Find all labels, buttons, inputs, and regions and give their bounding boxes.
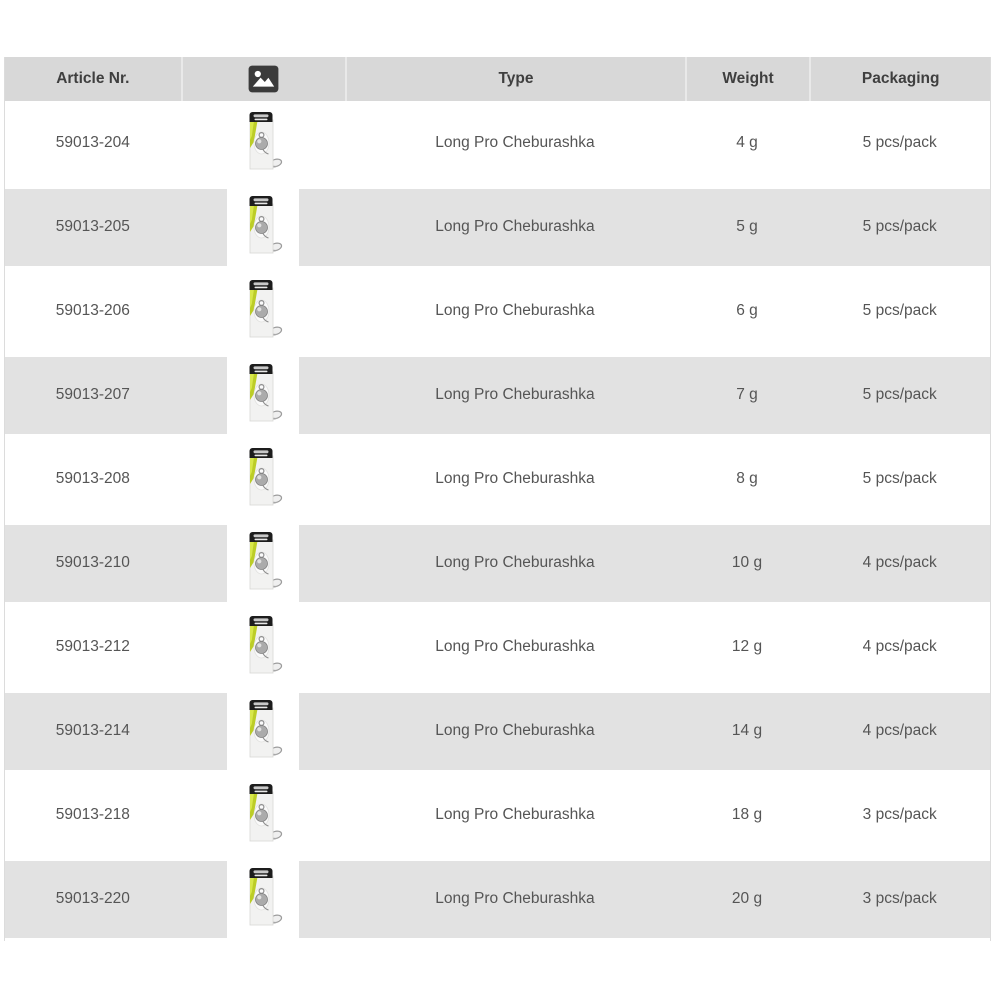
product-table <box>4 57 991 941</box>
product-type: Long Pro Cheburashka <box>435 134 595 151</box>
product-thumbnail[interactable] <box>227 776 299 854</box>
article-number: 59013-214 <box>55 722 130 739</box>
product-thumbnail[interactable] <box>227 608 299 686</box>
product-pack-image <box>240 532 286 594</box>
product-pack-image <box>240 280 286 342</box>
article-number: 59013-204 <box>55 134 130 151</box>
table-row <box>5 857 990 941</box>
product-type: Long Pro Cheburashka <box>435 302 595 319</box>
article-number: 59013-205 <box>55 218 130 235</box>
product-weight: 10 g <box>731 554 763 571</box>
table-row <box>5 521 990 605</box>
product-packaging: 5 pcs/pack <box>862 470 937 487</box>
product-packaging: 5 pcs/pack <box>862 302 937 319</box>
product-type: Long Pro Cheburashka <box>435 554 595 571</box>
header-packaging <box>809 57 990 101</box>
product-packaging: 3 pcs/pack <box>862 890 937 907</box>
product-weight: 12 g <box>731 638 763 655</box>
header-packaging-label: Packaging <box>861 70 940 87</box>
article-number: 59013-212 <box>55 638 130 655</box>
product-packaging: 5 pcs/pack <box>862 386 937 403</box>
table-row <box>5 353 990 437</box>
table-row <box>5 773 990 857</box>
product-type: Long Pro Cheburashka <box>435 806 595 823</box>
table-row <box>5 269 990 353</box>
header-weight <box>685 57 810 101</box>
product-pack-image <box>240 616 286 678</box>
table-row <box>5 437 990 521</box>
product-thumbnail[interactable] <box>227 188 299 266</box>
product-thumbnail[interactable] <box>227 440 299 518</box>
product-type: Long Pro Cheburashka <box>435 386 595 403</box>
product-packaging: 5 pcs/pack <box>862 218 937 235</box>
product-thumbnail[interactable] <box>227 356 299 434</box>
product-pack-image <box>240 700 286 762</box>
table-row <box>5 689 990 773</box>
product-thumbnail[interactable] <box>227 272 299 350</box>
product-thumbnail[interactable] <box>227 860 299 938</box>
product-image-cell <box>181 185 346 269</box>
product-packaging: 4 pcs/pack <box>862 554 937 571</box>
image-icon <box>248 65 279 93</box>
product-packaging: 5 pcs/pack <box>862 134 937 151</box>
product-thumbnail[interactable] <box>227 104 299 182</box>
product-type: Long Pro Cheburashka <box>435 470 595 487</box>
article-number: 59013-207 <box>55 386 130 403</box>
product-type: Long Pro Cheburashka <box>435 890 595 907</box>
product-weight: 20 g <box>731 890 763 907</box>
product-pack-image <box>240 448 286 510</box>
product-packaging: 3 pcs/pack <box>862 806 937 823</box>
header-type-label: Type <box>498 70 534 87</box>
product-pack-image <box>240 868 286 930</box>
product-image-cell <box>181 605 346 689</box>
product-image-cell <box>181 857 346 941</box>
product-weight: 6 g <box>736 302 758 319</box>
article-number: 59013-220 <box>55 890 130 907</box>
product-weight: 18 g <box>731 806 763 823</box>
product-image-cell <box>181 689 346 773</box>
article-number: 59013-208 <box>55 470 130 487</box>
product-weight: 7 g <box>736 386 758 403</box>
product-type: Long Pro Cheburashka <box>435 638 595 655</box>
product-thumbnail[interactable] <box>227 692 299 770</box>
header-weight-label: Weight <box>722 70 774 87</box>
product-packaging: 4 pcs/pack <box>862 638 937 655</box>
product-weight: 5 g <box>736 218 758 235</box>
article-number: 59013-210 <box>55 554 130 571</box>
product-weight: 14 g <box>731 722 763 739</box>
header-image <box>181 57 346 101</box>
product-pack-image <box>240 112 286 174</box>
product-pack-image <box>240 784 286 846</box>
product-type: Long Pro Cheburashka <box>435 722 595 739</box>
article-number: 59013-218 <box>55 806 130 823</box>
product-image-cell <box>181 353 346 437</box>
product-image-cell <box>181 269 346 353</box>
product-thumbnail[interactable] <box>227 524 299 602</box>
product-image-cell <box>181 773 346 857</box>
header-article-nr-label: Article Nr. <box>56 70 130 87</box>
product-image-cell <box>181 101 346 185</box>
article-number: 59013-206 <box>55 302 130 319</box>
table-row <box>5 185 990 269</box>
header-article-nr <box>5 57 181 101</box>
header-type <box>345 57 684 101</box>
product-image-cell <box>181 521 346 605</box>
product-image-cell <box>181 437 346 521</box>
product-type: Long Pro Cheburashka <box>435 218 595 235</box>
product-packaging: 4 pcs/pack <box>862 722 937 739</box>
product-pack-image <box>240 196 286 258</box>
table-row <box>5 101 990 185</box>
product-weight: 8 g <box>736 470 758 487</box>
product-pack-image <box>240 364 286 426</box>
product-weight: 4 g <box>736 134 758 151</box>
table-row <box>5 605 990 689</box>
table-header <box>5 57 990 101</box>
